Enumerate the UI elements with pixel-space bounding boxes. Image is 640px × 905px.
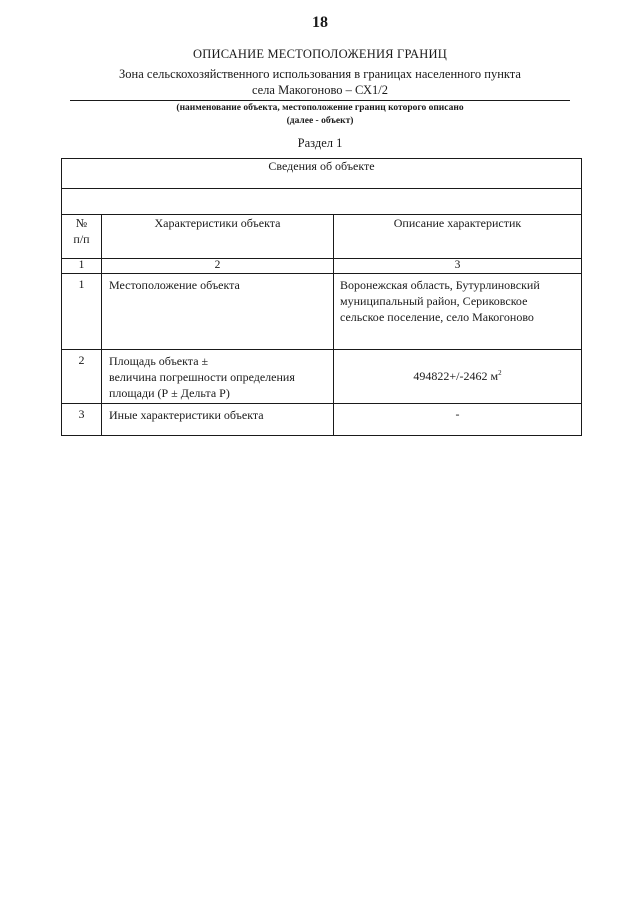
blank-cell	[62, 189, 582, 215]
column-number-row	[62, 259, 582, 274]
col-header-number-line1: №	[75, 216, 88, 230]
col-header-number-line2: п/п	[73, 232, 90, 246]
description-line: сельское поселение, село Макогоново	[340, 310, 534, 324]
col-header-number	[62, 215, 102, 259]
object-info-table	[61, 158, 582, 436]
characteristic-line: величина погрешности определения	[109, 370, 295, 384]
row-description	[334, 350, 582, 404]
area-value: 494822+/-2462 м	[413, 369, 499, 383]
col-number-1: 1	[62, 259, 102, 274]
row-number: 1	[62, 274, 102, 350]
zone-name-line1: Зона сельскохозяйственного использования в границах населенного пункта	[119, 67, 521, 81]
table-heading-row	[62, 159, 582, 189]
table-blank-row	[62, 189, 582, 215]
row-description	[334, 274, 582, 350]
area-unit-superscript: 2	[498, 369, 502, 377]
col-number-3: 3	[334, 259, 582, 274]
object-note-line1: (наименование объекта, местоположение границ которого описано	[176, 103, 464, 113]
col-header-characteristics: Характеристики объекта	[102, 215, 334, 259]
characteristic-line: Местоположение объекта	[109, 278, 240, 292]
underline-rule	[70, 100, 570, 101]
zone-name-line2: села Макогоново – СХ1/2	[251, 83, 389, 97]
description-line: Воронежская область, Бутурлиновский	[340, 278, 540, 292]
table-row	[62, 350, 582, 404]
object-note-line2: (далее - объект)	[286, 116, 354, 126]
row-description: -	[334, 404, 582, 436]
characteristic-line: Площадь объекта ±	[109, 354, 209, 368]
characteristic-line: площади (Р ± Дельта Р)	[109, 386, 230, 400]
row-characteristic	[102, 350, 334, 404]
col-header-description: Описание характеристик	[334, 215, 582, 259]
row-number: 2	[62, 350, 102, 404]
section-label: Раздел 1	[297, 136, 343, 150]
col-number-2: 2	[102, 259, 334, 274]
table-heading: Сведения об объекте	[62, 159, 582, 189]
table-row	[62, 404, 582, 436]
description-line: муниципальный район, Сериковское	[340, 294, 528, 308]
characteristic-line: Иные характеристики объекта	[109, 408, 264, 422]
page-number: 18	[312, 14, 328, 31]
document-title: ОПИСАНИЕ МЕСТОПОЛОЖЕНИЯ ГРАНИЦ	[193, 47, 447, 61]
table-row	[62, 274, 582, 350]
row-characteristic	[102, 404, 334, 436]
column-header-row	[62, 215, 582, 259]
row-number: 3	[62, 404, 102, 436]
row-characteristic	[102, 274, 334, 350]
